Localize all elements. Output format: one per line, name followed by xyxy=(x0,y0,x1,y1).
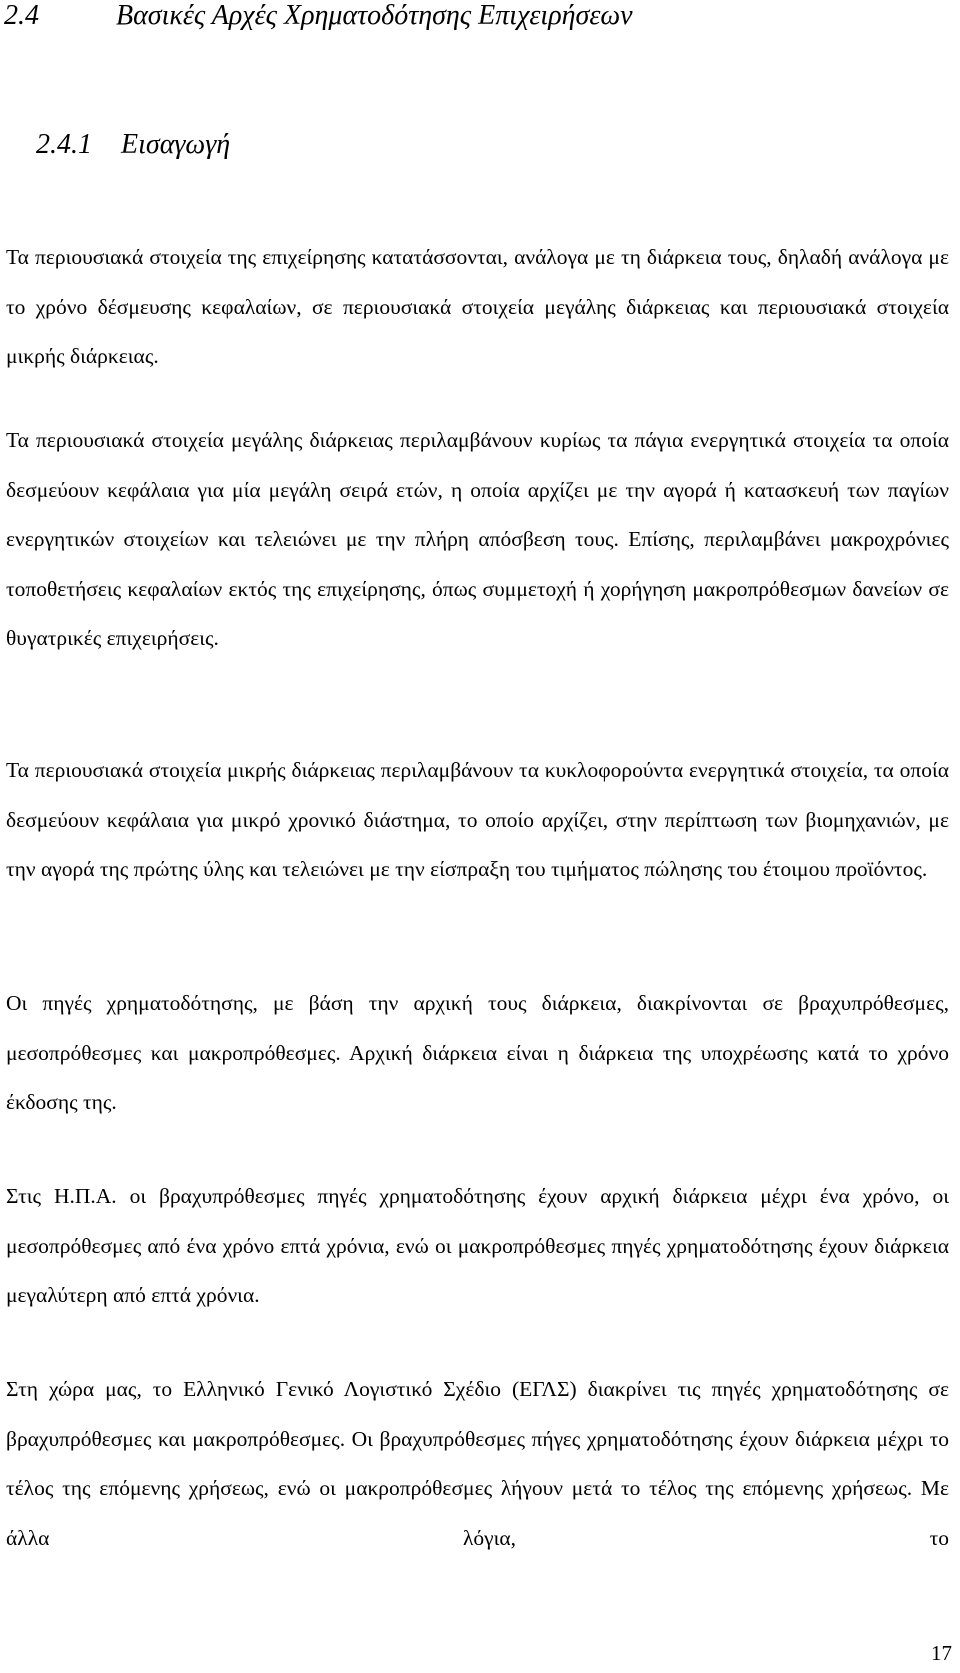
subsection-number: 2.4.1 xyxy=(36,129,92,160)
paragraph-asset-classification: Τα περιουσιακά στοιχεία της επιχείρησης κατατάσσονται, ανάλογα με τη διάρκεια τους, δηλαδή ανάλογα με το χρόνο δέσμευσης κεφαλαίων, σε περιουσιακά στοιχεία μεγάλης διάρκειας και περιουσιακά στοιχεία μικρής διάρκειας. xyxy=(6,245,949,368)
paragraph-short-term-assets: Τα περιουσιακά στοιχεία μικρής διάρκειας περιλαμβάνουν τα κυκλοφορούντα ενεργητικά στοιχεία, τα οποία δεσμεύουν κεφάλαια για μικρό χρονικό διάστημα, το οποίο αρχίζει, στην περίπτωση των βιομηχανιών, με την αγορά της πρώτης ύλης και τελειώνει με την είσπραξη του τιμήματος πώλησης του έτοιμου προϊόντος. xyxy=(6,758,949,881)
paragraph-greek-accounting-plan: Στη χώρα μας, το Ελληνικό Γενικό Λογιστικό Σχέδιο (ΕΓΛΣ) διακρίνει τις πηγές χρηματοδότησης σε βραχυπρόθεσμες και μακροπρόθεσμες. Οι βραχυπρόθεσμες πήγες χρηματοδότησης έχουν διάρκεια μέχρι το τέλος της επόμενης χρήσεως, ενώ οι μακροπρόθεσμες λήγουν μετά το τέλος της επόμενης χρήσεως. Με άλλα λόγια, το xyxy=(6,1377,949,1550)
section-number: 2.4 xyxy=(4,0,39,31)
paragraph-financing-sources: Οι πηγές χρηματοδότησης, με βάση την αρχική τους διάρκεια, διακρίνονται σε βραχυπρόθεσμες, μεσοπρόθεσμες και μακροπρόθεσμες. Αρχική διάρκεια είναι η διάρκεια της υποχρέωσης κατά το χρόνο έκδοσης της. xyxy=(6,991,949,1114)
section-heading xyxy=(4,2,633,30)
paragraph-long-term-assets: Τα περιουσιακά στοιχεία μεγάλης διάρκειας περιλαμβάνουν κυρίως τα πάγια ενεργητικά στοιχεία τα οποία δεσμεύουν κεφάλαια για μία μεγάλη σειρά ετών, η οποία αρχίζει με την αγορά ή κατασκευή των παγίων ενεργητικών στοιχείων και τελειώνει με την πλήρη απόσβεση τους. Επίσης, περιλαμβάνει μακροχρόνιες τοποθετήσεις κεφαλαίων εκτός της επιχείρησης, όπως συμμετοχή ή χορήγηση μακροπρόθεσμων δανείων σε θυγατρικές επιχειρήσεις. xyxy=(6,428,949,650)
paragraph-usa-financing: Στις Η.Π.Α. οι βραχυπρόθεσμες πηγές χρηματοδότησης έχουν αρχική διάρκεια μέχρι ένα χρόνο, οι μεσοπρόθεσμες από ένα χρόνο επτά χρόνια, ενώ οι μακροπρόθεσμες πηγές χρηματοδότησης έχουν διάρκεια μεγαλύτερη από επτά χρόνια. xyxy=(6,1184,949,1307)
subsection-title: Εισαγωγή xyxy=(121,129,231,160)
section-title: Βασικές Αρχές Χρηματοδότησης Επιχειρήσεων xyxy=(116,0,633,31)
page-number: 17 xyxy=(931,1641,952,1665)
subsection-heading xyxy=(36,131,230,159)
